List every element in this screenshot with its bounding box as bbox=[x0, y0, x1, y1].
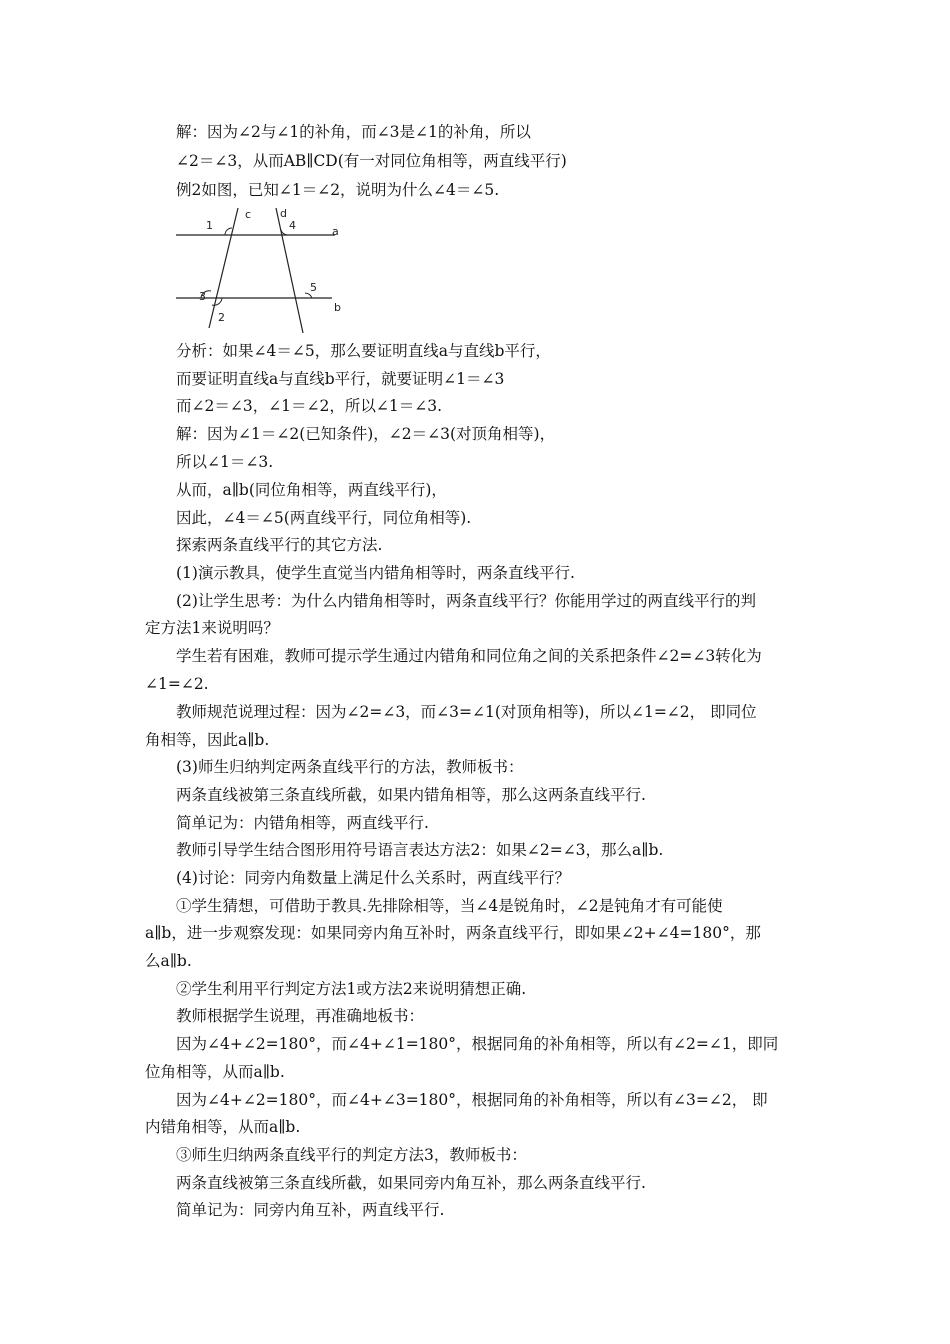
angle-1-arc bbox=[225, 228, 232, 235]
text-line: 解：因为∠1＝∠2(已知条件)，∠2＝∠3(对顶角相等)， bbox=[176, 425, 556, 443]
text-line: ③师生归纳两条直线平行的判定方法3，教师板书： bbox=[176, 1146, 527, 1164]
text-line: 因为∠4+∠2=180°，而∠4+∠3=180°，根据同角的补角相等，所以有∠3=∠2， 即 bbox=[176, 1091, 768, 1109]
text-line: 分析：如果∠4＝∠5，那么要证明直线a与直线b平行， bbox=[176, 342, 551, 360]
label-2: 2 bbox=[218, 311, 225, 324]
label-a: a bbox=[332, 225, 339, 238]
text-line: 学生若有困难，教师可提示学生通过内错角和同位角之间的关系把条件∠2=∠3转化为 bbox=[176, 647, 762, 665]
text-line: 位角相等，从而a∥b. bbox=[145, 1063, 285, 1081]
angle-2-arc bbox=[212, 298, 222, 305]
label-c: c bbox=[245, 208, 252, 221]
text-line: 两条直线被第三条直线所截，如果内错角相等，那么这两条直线平行. bbox=[176, 786, 646, 804]
label-3: 3 bbox=[199, 290, 206, 303]
text-line: (2)让学生思考：为什么内错角相等时，两条直线平行？你能用学过的两直线平行的判 bbox=[176, 592, 756, 610]
text-line: 简单记为：同旁内角互补，两直线平行. bbox=[176, 1201, 445, 1219]
text-line: a∥b，进一步观察发现：如果同旁内角互补时，两条直线平行，即如果∠2+∠4=180°，那 bbox=[145, 924, 761, 942]
text-line: 内错角相等，从而a∥b. bbox=[145, 1118, 301, 1136]
label-d: d bbox=[280, 207, 287, 220]
text-line: 因此，∠4＝∠5(两直线平行，同位角相等). bbox=[176, 509, 472, 527]
text-line: (4)讨论：同旁内角数量上满足什么关系时，两直线平行？ bbox=[176, 869, 570, 887]
text-line: (1)演示教具，使学生直觉当内错角相等时，两条直线平行. bbox=[176, 564, 575, 582]
label-1: 1 bbox=[206, 219, 213, 232]
text-line: 定方法1来说明吗？ bbox=[145, 619, 279, 637]
text-line: 因为∠4+∠2=180°，而∠4+∠1=180°，根据同角的补角相等，所以有∠2=∠1，即同 bbox=[176, 1035, 779, 1053]
text-line: 探索两条直线平行的其它方法. bbox=[176, 536, 383, 554]
text-line: 解：因为∠2与∠1的补角，而∠3是∠1的补角，所以 bbox=[176, 123, 531, 141]
text-line: 从而，a∥b(同位角相等，两直线平行)， bbox=[176, 481, 447, 499]
label-b: b bbox=[334, 301, 341, 314]
text-line: ①学生猜想，可借助于教具.先排除相等，当∠4是锐角时，∠2是钝角才有可能使 bbox=[176, 897, 723, 915]
text-line: 两条直线被第三条直线所截，如果同旁内角互补，那么两条直线平行. bbox=[176, 1174, 646, 1192]
text-line: 而要证明直线a与直线b平行，就要证明∠1＝∠3 bbox=[176, 370, 505, 388]
text-line: 教师引导学生结合图形用符号语言表达方法2：如果∠2=∠3，那么a∥b. bbox=[176, 841, 664, 859]
text-line: ∠1=∠2. bbox=[145, 675, 209, 693]
text-line: ②学生利用平行判定方法1或方法2来说明猜想正确. bbox=[176, 980, 527, 998]
text-line: ∠2＝∠3，从而AB∥CD(有一对同位角相等，两直线平行) bbox=[176, 152, 567, 170]
text-line: 所以∠1＝∠3. bbox=[176, 453, 274, 471]
text-line: 角相等，因此a∥b. bbox=[145, 731, 270, 749]
geometry-figure bbox=[172, 205, 347, 335]
text-line: 教师规范说理过程：因为∠2=∠3，而∠3=∠1(对顶角相等)，所以∠1=∠2， 即同位 bbox=[176, 703, 757, 721]
text-line: 简单记为：内错角相等，两直线平行. bbox=[176, 814, 429, 832]
text-line: (3)师生归纳判定两条直线平行的方法，教师板书： bbox=[176, 758, 524, 776]
text-line: 么a∥b. bbox=[145, 952, 192, 970]
line-c bbox=[209, 208, 238, 328]
text-line: 而∠2＝∠3，∠1＝∠2，所以∠1＝∠3. bbox=[176, 397, 443, 415]
text-line: 例2如图，已知∠1＝∠2，说明为什么∠4＝∠5. bbox=[176, 181, 500, 199]
label-4: 4 bbox=[289, 219, 296, 232]
label-5: 5 bbox=[310, 281, 317, 294]
text-line: 教师根据学生说理，再准确地板书： bbox=[176, 1007, 425, 1025]
